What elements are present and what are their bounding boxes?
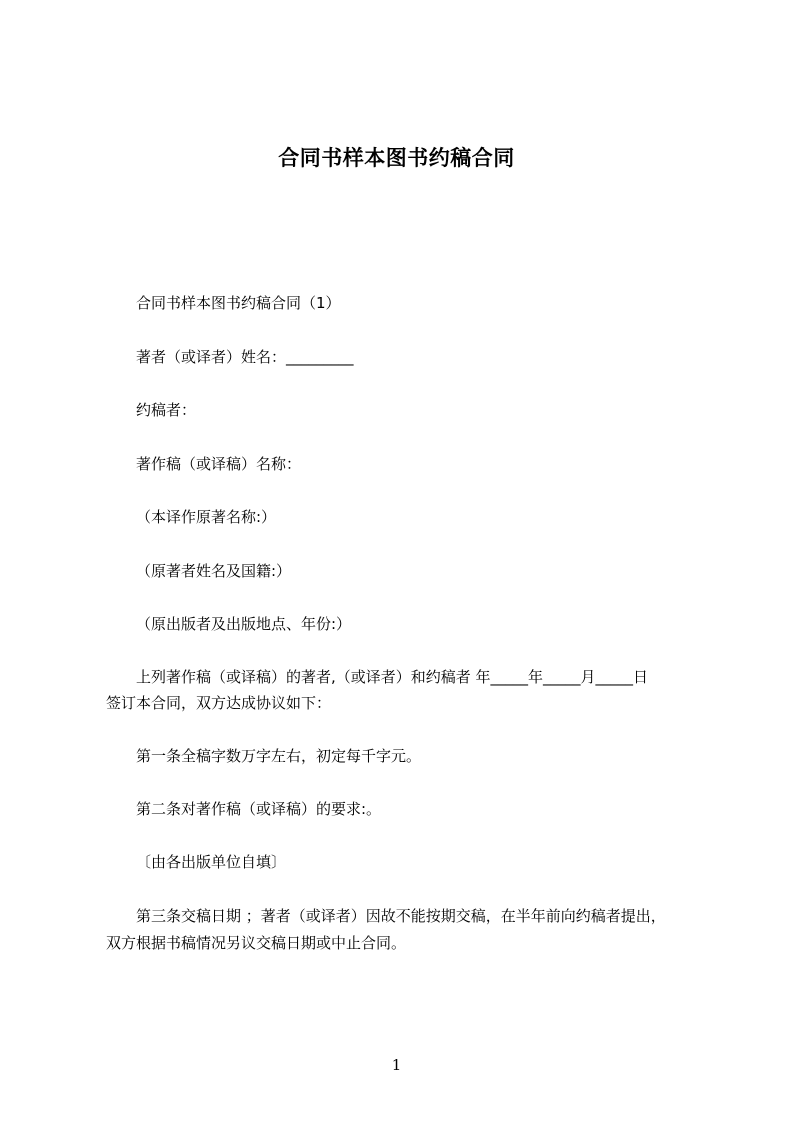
author-name-line: 著者（或译者）姓名：_________ (136, 348, 354, 366)
manuscript-name-line: 著作稿（或译稿）名称： (136, 455, 302, 473)
signing-paragraph-line1: 上列著作稿（或译稿）的著者,（或译者）和约稿者 年_____年_____月_____日 (136, 668, 649, 686)
contract-subtitle: 合同书样本图书约稿合同（1） (136, 294, 341, 312)
original-work-name-line: （本译作原著名称:） (136, 508, 277, 526)
fill-note: 〔由各出版单位自填〕 (136, 853, 287, 871)
article-1: 第一条全稿字数万字左右，初定每千字元。 (136, 747, 422, 765)
article-2: 第二条对著作稿（或译稿）的要求:。 (136, 800, 382, 818)
signing-paragraph-line2: 签订本合同，双方达成协议如下： (106, 694, 332, 712)
commissioner-line: 约稿者： (136, 401, 197, 419)
original-author-line: （原著者姓名及国籍:） (136, 562, 292, 580)
original-publisher-line: （原出版者及出版地点、年份:） (136, 615, 352, 633)
document-title: 合同书样本图书约稿合同 (278, 146, 515, 170)
article-3-line1: 第三条交稿日期 ；著者（或译者）因故不能按期交稿，在半年前向约稿者提出， (136, 907, 666, 925)
article-3-line2: 双方根据书稿情况另议交稿日期或中止合同。 (106, 934, 407, 952)
page-number: 1 (391, 1056, 402, 1074)
